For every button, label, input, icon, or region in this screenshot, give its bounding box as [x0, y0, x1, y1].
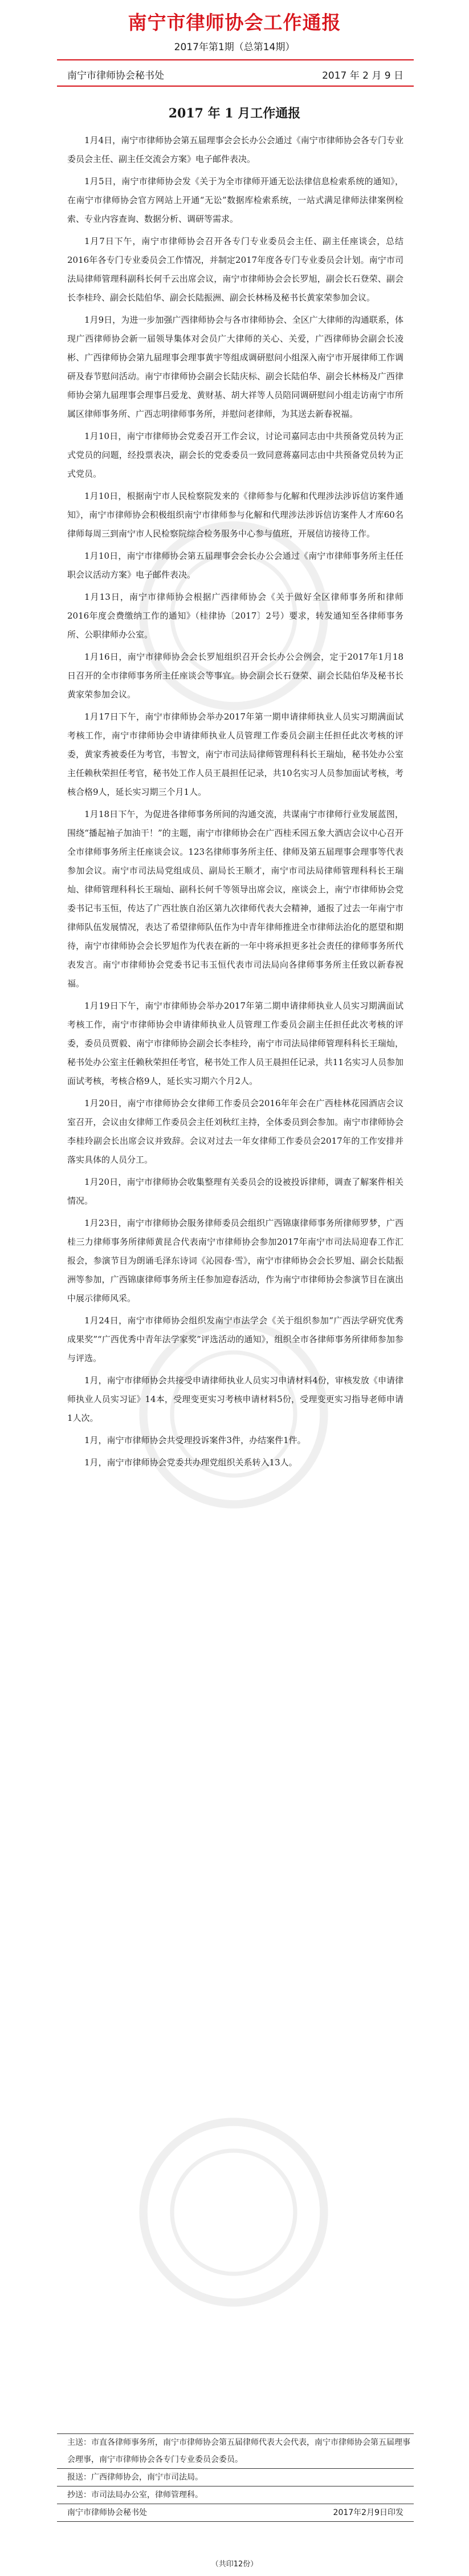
copy-to-text: 市司法局办公室，律师管理科。: [91, 2490, 203, 2500]
red-divider-bottom: [57, 86, 414, 87]
footer-divider: [57, 2521, 414, 2522]
paragraph: 1月，南宁市律师协会共受理投诉案件3件，办结案件1件。: [84, 1435, 306, 1445]
report-body: [67, 131, 403, 1476]
print-date: 2017年2月9日印发: [333, 2508, 403, 2517]
copy-to-label: 抄送：: [67, 2490, 91, 2500]
paragraph: 1月17日下午，南宁市律师协会举办2017年第一期申请律师执业人员实习期满面试考核工作，南宁市律师协会申请律师执业人员管理工作委员会副主任担任此次考核的评委，黄家秀被委任为考官，韦智文，南宁市司法局律师管理科科长王瑞灿，秘书处办公室主任赖秋荣担任考官，秘书处工作人员王晨担任记录，共10名实习人员参加面试考核，考核合格9人，延长实习期三个月1人。: [67, 712, 403, 797]
red-divider-top: [57, 59, 414, 60]
send-to-line: [57, 2434, 414, 2468]
paragraph: 1月9日，为进一步加强广西律师协会与各市律师协会、全区广大律师的沟通联系，体现广西律师协会新一届领导集体对会员广大律师的关心、关爱，广西律师协会副会长凌彬、广西律师协会第九届理事会理事黄宇等组成调研慰问小组深入南宁市开展律师工作调研及春节慰问活动。南宁市律师协会副会长陆庆标、副会长陆伯华、副会长林杨及广西律师协会第九届理事会理事吕爱龙、黄财基、胡大祥等人员陪同调研慰问小组走访南宁市所属区律师事务所、广西志明律师事务所，并慰问老律师，为其送去新春祝福。: [67, 315, 403, 419]
paragraph: 1月23日，南宁市律师协会服务律师委员会组织广西锦康律师事务所律师罗梦，广西桂三力律师事务所律师黄昆合代表南宁市律师协会参加2017年南宁市司法局迎春工作汇报会，参演节目为朗诵毛泽东诗词《沁园春·雪》，南宁市律师协会会长罗旭、副会长陆振洲等参加，广西锦康律师事务所主任参加迎春活动，作为南宁市律师协会参演节目在演出中展示律师风采。: [67, 1218, 403, 1303]
issue-number: 2017年第1期（总第14期）: [174, 42, 295, 53]
issuer-row: [67, 67, 403, 82]
send-to-label: 主送：: [67, 2438, 91, 2447]
paragraph: 1月20日，南宁市律师协会女律师工作委员会2016年年会在广西桂林花园酒店会议室召开，会议由女律师工作委员会主任刘秋红主持，全体委员到会参加。南宁市律师协会李桂玲副会长出席会议并致辞。会议对过去一年女律师工作委员会2017年的工作安排并落实具体的人员分工。: [67, 1098, 403, 1165]
paragraph: 1月20日，南宁市律师协会收集整理有关委员会的设被投诉律师，调查了解案件相关情况。: [67, 1177, 403, 1206]
printer-name: 南宁市律师协会秘书处: [67, 2508, 147, 2517]
report-to-line: [57, 2469, 414, 2486]
document-title: 2017 年 1 月工作通报: [168, 106, 301, 121]
paragraph: 1月18日下午，为促进各律师事务所间的沟通交流，共谋南宁市律师行业发展蓝图，围绕“播起袖子加油干！”的主题，南宁市律师协会在广西桂禾园五象大酒店会议中心召开全市律师事务所主任座谈会议。123名律师事务所主任、律师及第五届理事会理事等代表参加会议。南宁市司法局党组成员、副局长王顺才，南宁市司法局律师管理科科长王瑞灿、律师管理科科长王瑞灿、副科长何千等领导出席会议，座谈会上，南宁市律师协会党委书记韦玉恒，传达了广西壮族自治区第九次律师代表大会精神，通报了过去一年南宁市律师队伍发展情况，表达了希望律师队伍作为中青年律师推进全市律师法治化的愿望和期待，南宁市律师协会会长罗旭作为代表在新的一年中将承担更多社会责任的律师事务所代表发言。南宁市律师协会党委书记韦玉恒代表市司法局向各律师事务所主任致以新春祝福。: [67, 809, 403, 989]
bulletin-masthead: 南宁市律师协会工作通报: [128, 11, 341, 34]
report-to-text: 广西律师协会，南宁市司法局。: [91, 2473, 203, 2482]
paragraph: 1月7日下午，南宁市律师协会召开各专门专业委员会主任、副主任座谈会，总结2016年各专门专业委员会工作情况，并制定2017年度各专门专业委员会计划。南宁市司法局律师管理科副科长何千云出席会议，南宁市律师协会会长罗旭，副会长石登荣、副会长李桂玲、副会长陆伯华、副会长陆振洲、副会长林杨及秘书长黄家荣参加会议。: [67, 236, 403, 303]
paragraph: 1月，南宁市律师协会党委共办理党组织关系转入13人。: [84, 1457, 297, 1468]
report-to-label: 报送：: [67, 2473, 91, 2482]
paragraph: 1月4日，南宁市律师协会第五届理事会会长办公会通过《南宁市律师协会各专门专业委员会主任、副主任交流会方案》电子邮件表决。: [67, 135, 403, 164]
send-to-text: 市直各律师事务所，南宁市律师协会第五届律师代表大会代表，南宁市律师协会第五届理事会理事，南宁市律师协会各专门专业委员会委员。: [67, 2438, 410, 2464]
paragraph: 1月10日，南宁市律师协会党委召开工作会议，讨论司嘉同志由中共预备党员转为正式党员的问题，经投票表决，副会长的党委委员一致同意蒋嘉同志由中共预备党员转为正式党员。: [67, 431, 403, 479]
paragraph: 1月19日下午，南宁市律师协会举办2017年第二期申请律师执业人员实习期满面试考核工作，南宁市律师协会申请律师执业人员管理工作委员会副主任担任此次考核的评委，委员员贾毅、南宁市律师协会副会长李桂玲，南宁市司法局律师管理科科长王瑞灿，秘书处办公室主任赖秋荣担任考官，秘书处工作人员王晨担任记录，共11名实习人员参加面试考核，考核合格9人，延长实习期六个月2人。: [67, 1001, 403, 1086]
distribution-footer: [57, 2433, 414, 2522]
print-info-row: [57, 2504, 414, 2521]
paragraph: 1月5日，南宁市律师协会发《关于为全市律师开通无讼法律信息检索系统的通知》，在南宁市律师协会官方网站上开通“无讼”数据库检索系统，一站式满足律师法律案例检索、专业内容查询、数据分析、调研等需求。: [67, 176, 403, 224]
print-count: （共印12份）: [211, 2560, 258, 2569]
paragraph: 1月13日，南宁市律师协会根据广西律师协会《关于做好全区律师事务所和律师2016年度会费缴纳工作的通知》（桂律协〔2017〕2号）要求，转发通知至各律师事务所、公职律师办公室。: [67, 592, 403, 640]
paragraph: 1月16日，南宁市律师协会会长罗旭组织召开会长办公会例会，定于2017年1月18日召开的全市律师事务所主任座谈会等事宜。协会副会长石登荣、副会长陆伯华及秘书长黄家荣参加会议。: [67, 652, 403, 700]
paragraph: 1月24日，南宁市律师协会组织发南宁市法学会《关于组织参加“广西法学研究优秀成果奖”“广西优秀中青年法学家奖”评选活动的通知》，组织全市各律师事务所律师参加参与评选。: [67, 1315, 403, 1363]
paragraph: 1月10日，南宁市律师协会第五届理事会会长办公会通过《南宁市律师事务所主任任职会议活动方案》电子邮件表决。: [67, 551, 403, 580]
issue-date: 2017 年 2 月 9 日: [322, 70, 403, 82]
paragraph: 1月10日，根据南宁市人民检察院发来的《律师参与化解和代理涉法涉诉信访案件通知》，南宁市律师协会积极组织南宁市律师参与化解和代理涉法涉诉信访案件人才库60名律师每周三到南宁市人民检察院综合检务服务中心参与值班，开展信访接待工作。: [67, 491, 403, 539]
watermark-seal-icon: [131, 2110, 336, 2315]
paragraph: 1月，南宁市律师协会共接受申请律师执业人员实习申请材料4份，审核发放《申请律师执业人员实习证》14本，受理变更实习考核申请材料5份，受理变更实习指导老师申请1人次。: [67, 1375, 403, 1423]
issuer-name: 南宁市律师协会秘书处: [67, 70, 164, 82]
copy-to-line: [57, 2486, 414, 2504]
